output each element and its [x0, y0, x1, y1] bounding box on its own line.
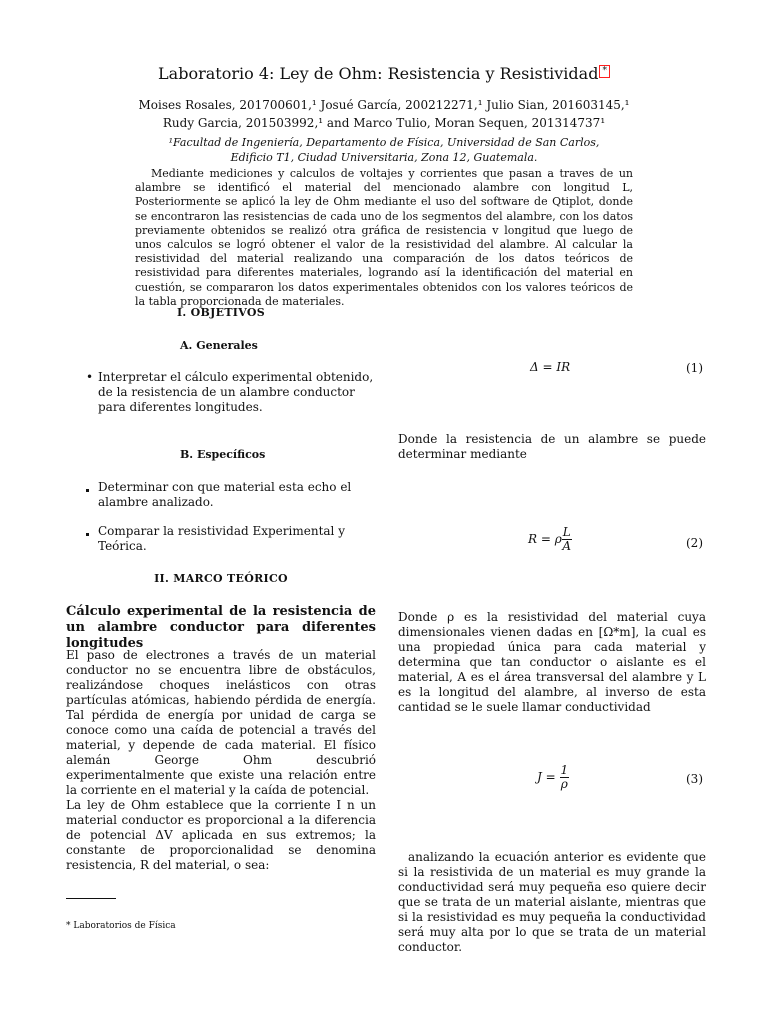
- bullet-icon: •: [86, 370, 94, 384]
- section-objetivos-heading: I. OBJETIVOS: [176, 306, 266, 319]
- title-footnote-link[interactable]: *: [599, 65, 610, 78]
- equation-2: [528, 526, 572, 553]
- equation-3: [537, 764, 569, 791]
- authors-line-1: Moises Rosales, 201700601,¹ Josué García, 200212271,¹ Julio Sian, 201603145,¹: [138, 98, 630, 112]
- equation-2-number: (2): [686, 536, 703, 550]
- affiliation-line-1: ¹Facultad de Ingeniería, Departamento de Física, Universidad de San Carlos,: [168, 136, 600, 149]
- paper-title: [0, 64, 768, 83]
- equation-1-number: (1): [686, 361, 703, 375]
- paragraph: Donde ρ es la resistividad del material cuya dimensionales vienen dadas en [Ω*m], la cual es una propiedad única para cada material y determina que tan conductor o aislante es el material, A es el área transversal del alambre y L es la longitud del alambre, al inverso de esta cantidad se le suele llamar conductividad: [398, 610, 706, 714]
- paragraph: La ley de Ohm establece que la corriente I n un material conductor es proporcional a la diferencia de potencial ΔV aplicada en sus extremos; la constante de proporcionalidad se denomina resistencia, R del material, o sea:: [66, 798, 376, 872]
- footnote: * Laboratorios de Física: [66, 921, 176, 931]
- eq1-rhs: = IR: [542, 360, 571, 374]
- eq3-lhs: J =: [537, 770, 556, 784]
- subsection-generales-heading: A. Generales: [180, 339, 258, 352]
- affiliation: [60, 135, 708, 165]
- subsection-calculo-heading: Cálculo experimental de la resistencia de un alambre conductor para diferentes longitudes: [66, 604, 376, 651]
- square-bullet-icon: [86, 524, 89, 540]
- eq2-denominator: A: [562, 539, 572, 553]
- authors: [60, 96, 708, 132]
- affiliation-line-2: Edificio T1, Ciudad Universitaria, Zona 12, Guatemala.: [230, 151, 538, 164]
- list-item-text: Determinar con que material esta echo el alambre analizado.: [98, 480, 352, 509]
- title-text: Laboratorio 4: Ley de Ohm: Resistencia y Resistividad: [158, 64, 599, 83]
- eq2-lhs: R = ρ: [528, 532, 562, 546]
- subsection-especificos-heading: B. Específicos: [180, 448, 266, 461]
- eq1-lhs: Δ: [530, 360, 539, 374]
- eq3-denominator: ρ: [560, 777, 568, 791]
- equation-3-number: (3): [686, 772, 703, 786]
- paragraph: analizando la ecuación anterior es evidente que si la resistivida de un material es muy grande la conductividad será muy pequeña eso quiere decir que se trata de un material aislante, mientras que si la resistividad es muy pequeña la conductividad será muy alta por lo que se trata de un material conductor.: [398, 850, 706, 954]
- authors-line-2: Rudy Garcia, 201503992,¹ and Marco Tulio, Moran Sequen, 201314737¹: [162, 116, 606, 130]
- paragraph: Donde la resistencia de un alambre se puede determinar mediante: [398, 432, 706, 461]
- eq2-fraction: [562, 526, 572, 553]
- eq2-numerator: L: [562, 525, 571, 539]
- list-item-text: Comparar la resistividad Experimental y Teórica.: [98, 524, 345, 553]
- list-item-text: Interpretar el cálculo experimental obtenido, de la resistencia de un alambre conductor para diferentes longitudes.: [98, 370, 374, 414]
- square-bullet-icon: [86, 480, 89, 496]
- paragraph: El paso de electrones a través de un material conductor no se encuentra libre de obstáculos, realizándose choques inelásticos con otras partículas atómicas, habiendo pérdida de energía. Tal pérdida de energía por unidad de carga se conoce como una caída de potencial a través del material, y depende de cada material. El físico alemán George Ohm descubrió experimentalmente que existe una relación entre la corriente en el material y la caída de potencial.: [66, 648, 376, 797]
- section-marco-teorico-heading: II. MARCO TEÓRICO: [154, 572, 288, 585]
- abstract: Mediante mediciones y calculos de voltajes y corrientes que pasan a traves de un alambre se identificó el material del mencionado alambre con longitud L, Posteriormente se aplicó la ley de Ohm mediante el uso del software de Qtiplot, donde se encontraron las resistencias de cada uno de los segmentos del alambre, con los datos previamente obtenidos se realizó otra gráfica de resistencia v longitud que luego de unos calculos se logró obtener el valor de la resistividad del alambre. Al calcular la resistividad del material realizando una comparación de los datos teóricos de resistividad para diferentes materiales, logrando así la identificación del material en cuestión, se compararon los datos experimentales obtenidos con los valores teóricos de la tabla proporcionada de materiales.: [135, 167, 633, 308]
- equation-1: [530, 360, 570, 374]
- footnote-divider: [66, 898, 116, 899]
- eq3-numerator: 1: [560, 763, 569, 777]
- eq3-fraction: [560, 764, 570, 791]
